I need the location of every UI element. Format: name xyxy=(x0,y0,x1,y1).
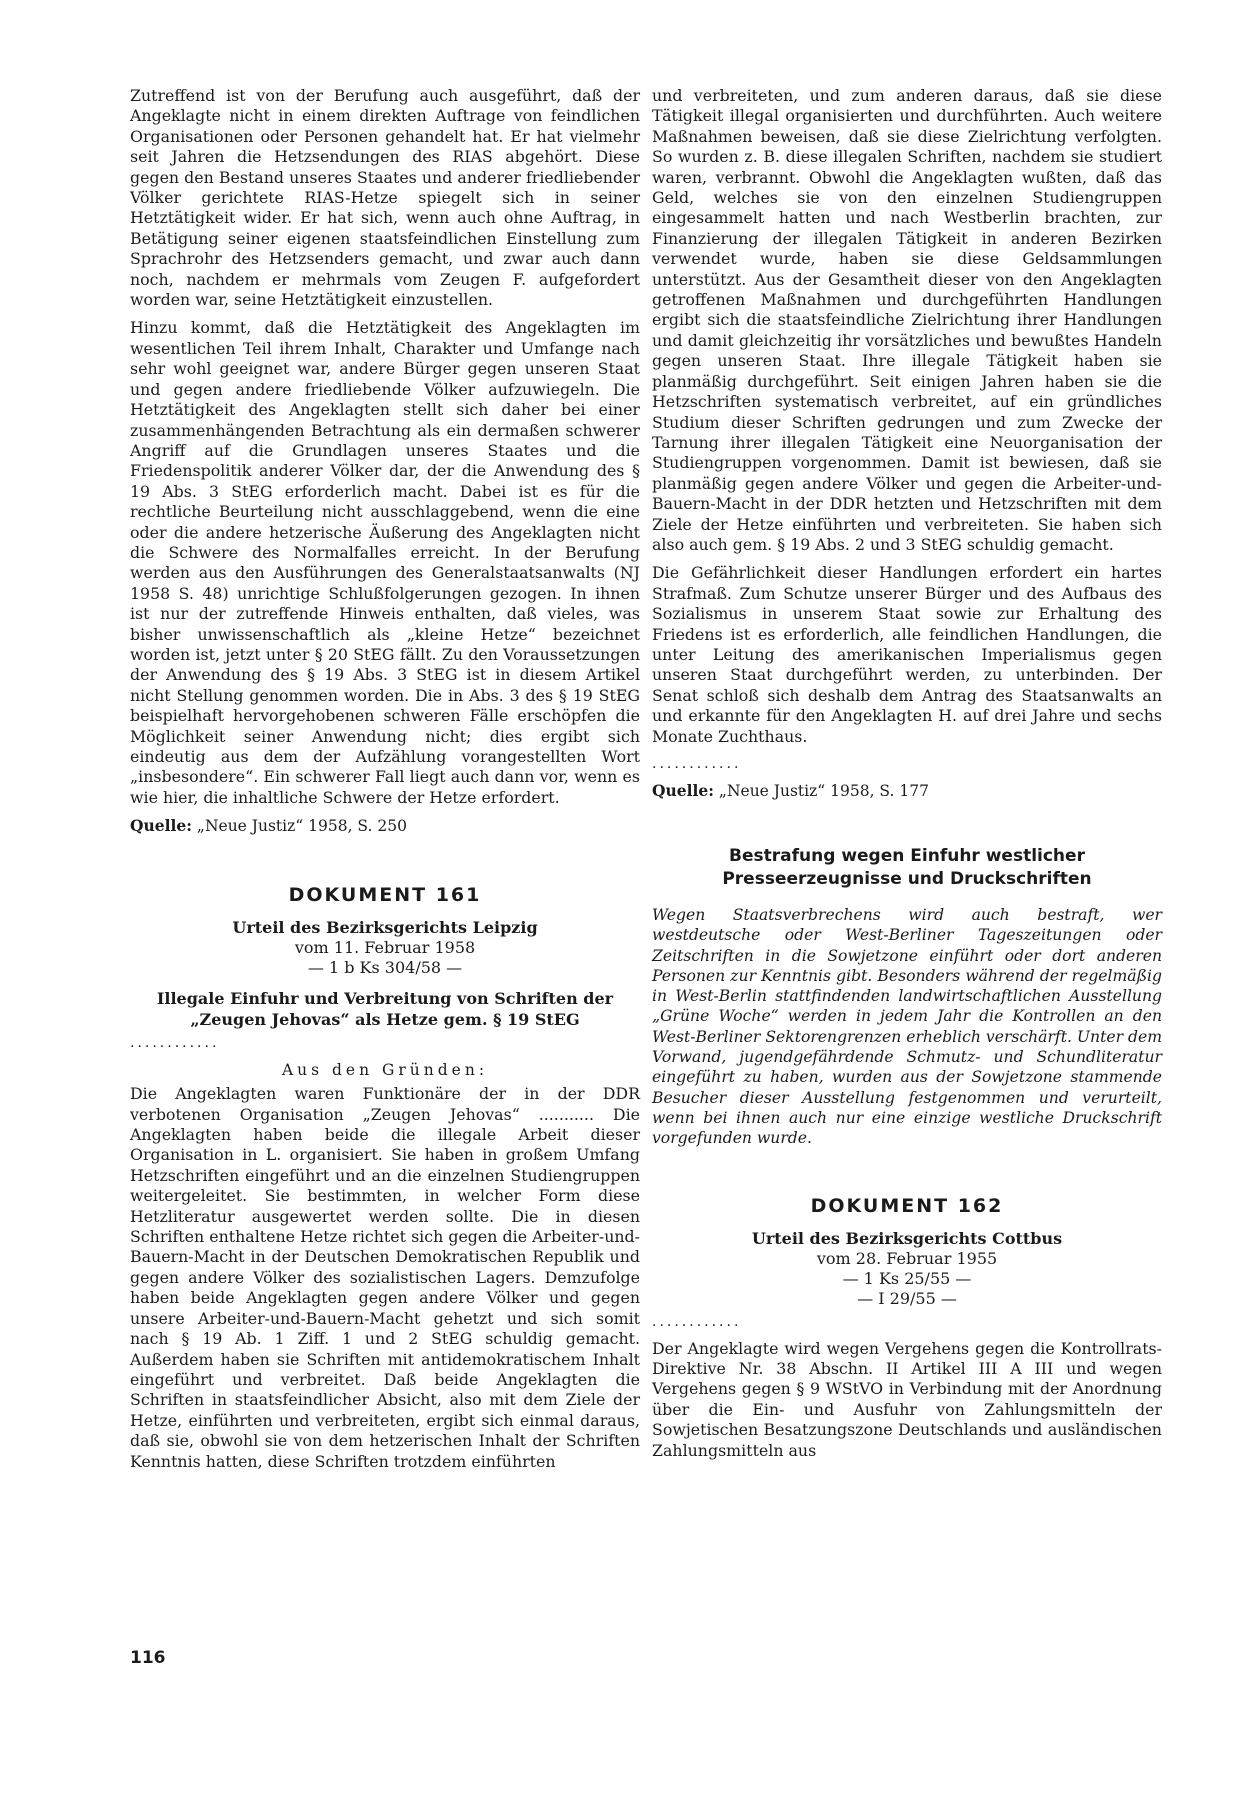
paragraph: Der Angeklagte wird wegen Vergehens gegen die Kontrollrats-Direktive Nr. 38 Abschn. II Artikel III A III und wegen Vergehens gegen § 9 WStVO in Verbindung mit der Anordnung über die Ein- und Ausfuhr von Zahlungsmitteln der Sowjetischen Besatzungszone Deutschlands und ausländischen Zahlungsmitteln aus xyxy=(652,1338,1162,1460)
judgment-date: vom 28. Februar 1955 xyxy=(816,1248,998,1268)
right-column xyxy=(652,86,1162,1469)
section-title: Bestrafung wegen Einfuhr westlicher Presseerzeugnisse und Druckschriften xyxy=(722,846,1092,889)
paragraph: Hinzu kommt, daß die Hetztätigkeit des Angeklagten im wesentlichen Teil ihrem Inhalt, Charakter und Umfange nach sehr wohl geeignet war, andere Bürger gegen unseren Staat und gegen andere friedliebende Völker aufzuwiegeln. Die Hetztätigkeit des Angeklagten stellt sich daher bei einer zusammenhängenden Betrachtung als ein dermaßen schwerer Angriff auf die Grundlagen unseres Staates und die Friedenspolitik anderer Völker dar, der die Anwendung des § 19 Abs. 3 StEG erforderlich macht. Dabei ist es für die rechtliche Beurteilung nicht ausschlaggebend, wenn die eine oder die andere hetzerische Äußerung des Angeklagten nicht die Schwere des Normalfalles erreicht. In der Berufung werden aus den Ausführungen des Generalstaatsanwalts (NJ 1958 S. 48) unrichtige Schlußfolgerungen gezogen. In ihnen ist nur der zutreffende Hinweis enthalten, daß vieles, was bisher unwissenschaftlich als „kleine Hetze“ bezeichnet worden ist, jetzt unter § 20 StEG fällt. Zu den Voraussetzungen der Anwendung des § 19 Abs. 3 StEG ist in diesem Artikel nicht Stellung genommen worden. Die in Abs. 3 des § 19 StEG beispielhaft hervorgehobenen schweren Fälle erschöpfen die Möglichkeit seiner Anwendung nicht; dies ergibt sich eindeutig aus dem der Aufzählung vorangestellten Wort „insbesondere“. Ein schwerer Fall liegt auch dann vor, wenn es wie hier, die inhaltliche Schwere der Hetze erfordert. xyxy=(130,318,640,807)
court-title: Urteil des Bezirksgerichts Cottbus xyxy=(751,1228,1063,1248)
source-text: „Neue Justiz“ 1958, S. 250 xyxy=(192,817,407,836)
judgment-date: vom 11. Februar 1958 xyxy=(294,938,476,958)
source-citation xyxy=(130,816,640,836)
paragraph: Zutreffend ist von der Berufung auch ausgeführt, daß der Angeklagte nicht in einem direkten Auftrage von feindlichen Organisationen oder Personen gehandelt hat. Er hat vielmehr seit Jahren die Hetzsendungen des RIAS abgehört. Diese gegen den Bestand unseres Staates und anderer friedliebender Völker gerichtete RIAS-Hetze spiegelt sich in seiner Hetztätigkeit wider. Er hat sich, wenn auch ohne Auftrag, in Betätigung seiner eigenen staatsfeindlichen Einstellung zum Sprachrohr des Hetzsenders gemacht, und zwar auch dann noch, nachdem er mehrmals vom Zeugen F. aufgefordert worden war, seine Hetztätigkeit einzustellen. xyxy=(130,86,640,310)
paragraph: Die Gefährlichkeit dieser Handlungen erfordert ein hartes Strafmaß. Zum Schutze unserer Bürger und des Aufbaus des Sozialismus in unserem Staat sowie zur Erhaltung des Friedens ist es erforderlich, alle feindlichen Handlungen, die unter Leitung des amerikanischen Imperialismus gegen unseren Staat durchgeführt werden, zu unterbinden. Der Senat schloß sich deshalb dem Antrag des Staatsanwalts an und erkannte für den Angeklagten H. auf drei Jahre und sechs Monate Zuchthaus. xyxy=(652,563,1162,746)
case-number: — 1 b Ks 304/58 — xyxy=(307,958,463,978)
paragraph: Die Angeklagten waren Funktionäre der in der DDR verbotenen Organisation „Zeugen Jehovas“ ........... Die Angeklagten haben beide die illegale Arbeit dieser Organisation in L. organisiert. Sie haben in großem Umfang Hetzschriften eingeführt und an die einzelnen Studiengruppen weitergeleitet. Sie bestimmten, in welcher Form diese Hetzliteratur ausgewertet werden sollte. Die in diesen Schriften enthaltene Hetze richtet sich gegen die Arbeiter-und-Bauern-Macht in der Deutschen Demokratischen Republik und gegen andere Völker des sozialistischen Lagers. Demzufolge haben beide Angeklagten gegen andere Völker und gegen unsere Arbeiter-und-Bauern-Macht gehetzt und sich somit nach § 19 Ab. 1 Ziff. 1 und 2 StEG schuldig gemacht. Außerdem haben sie Schriften mit antidemokratischem Inhalt eingeführt und verbreitet. Daß beide Angeklagten die Schriften in staatsfeindlicher Absicht, also mit dem Ziele der Hetze, einführten und verbreiteten, ergibt sich einmal daraus, daß sie, obwohl sie von dem hetzerischen Inhalt der Schriften Kenntnis hatten, diese Schriften trotzdem einführten xyxy=(130,1084,640,1471)
left-column xyxy=(130,86,640,1480)
page-number: 116 xyxy=(130,1648,166,1668)
ellipsis-dots: ............ xyxy=(652,1313,742,1330)
ellipsis-dots: ............ xyxy=(130,1035,220,1052)
paragraph: und verbreiteten, und zum anderen daraus, daß sie diese Tätigkeit illegal organisierten und durchführten. Auch weitere Maßnahmen beweisen, daß sie diese Zielrichtung verfolgten. So wurden z. B. diese illegalen Schriften, nachdem sie studiert waren, verbrannt. Obwohl die Angeklagten wußten, daß das Geld, welches sie von den einzelnen Studiengruppen eingesammelt hatten und nach Westberlin brachten, zur Finanzierung der illegalen Tätigkeit in anderen Bezirken verwendet wurde, haben sie diese Geldsammlungen unterstützt. Aus der Gesamtheit dieser von den Angeklagten getroffenen Maßnahmen und durchgeführten Handlungen ergibt sich die staatsfeindliche Zielrichtung ihrer Handlungen und damit gleichzeitig ihr vorsätzliches und bewußtes Handeln gegen unseren Staat. Ihre illegale Tätigkeit haben sie planmäßig durchgeführt. Seit einigen Jahren haben sie die Hetzschriften systematisch verbreitet, auf ein gründliches Studium dieser Schriften gedrungen und zum Zwecke der Tarnung ihrer illegalen Tätigkeit eine Neuorganisation der Studiengruppen vorgenommen. Damit ist bewiesen, daß sie planmäßig gegen andere Völker und gegen die Arbeiter-und-Bauern-Macht in der DDR hetzten und Hetzschriften mit dem Ziele der Hetze einführten und verbreiteten. Sie haben sich also auch gem. § 19 Abs. 2 und 3 StEG schuldig gemacht. xyxy=(652,86,1162,554)
case-number: — 1 Ks 25/55 — xyxy=(842,1268,972,1288)
document-heading: DOKUMENT 161 xyxy=(288,884,482,907)
source-citation xyxy=(652,781,1162,801)
section-summary: Wegen Staatsverbrechens wird auch bestraft, wer westdeutsche oder West-Berliner Tageszeitungen oder Zeitschriften in die Sowjetzone einführt oder dort anderen Personen zur Kenntnis gibt. Besonders während der regelmäßig in West-Berlin stattfindenden landwirtschaftlichen Ausstellung „Grüne Woche“ werden in jedem Jahr die Kontrollen an den West-Berliner Sektorengrenzen erheblich verschärft. Unter dem Vorwand, jugendgefährdende Schmutz- und Schundliteratur eingeführt zu haben, wurden aus der Sowjetzone stammende Besucher dieser Ausstellung festgenommen und verurteilt, wenn bei ihnen auch nur eine einzige westliche Druckschrift vorgefunden wurde. xyxy=(652,906,1162,1148)
source-label: Quelle: xyxy=(130,816,192,836)
source-text: „Neue Justiz“ 1958, S. 177 xyxy=(714,782,929,800)
grounds-heading: Aus den Gründen: xyxy=(281,1061,489,1080)
document-subject: Illegale Einfuhr und Verbreitung von Schriften der „Zeugen Jehovas“ als Hetze gem. § 19 StEG xyxy=(156,989,614,1030)
document-heading: DOKUMENT 162 xyxy=(810,1194,1004,1217)
ellipsis-dots: ............ xyxy=(652,756,742,772)
case-number: — I 29/55 — xyxy=(857,1288,957,1308)
source-label: Quelle: xyxy=(652,781,714,800)
court-title: Urteil des Bezirksgerichts Leipzig xyxy=(232,918,538,938)
